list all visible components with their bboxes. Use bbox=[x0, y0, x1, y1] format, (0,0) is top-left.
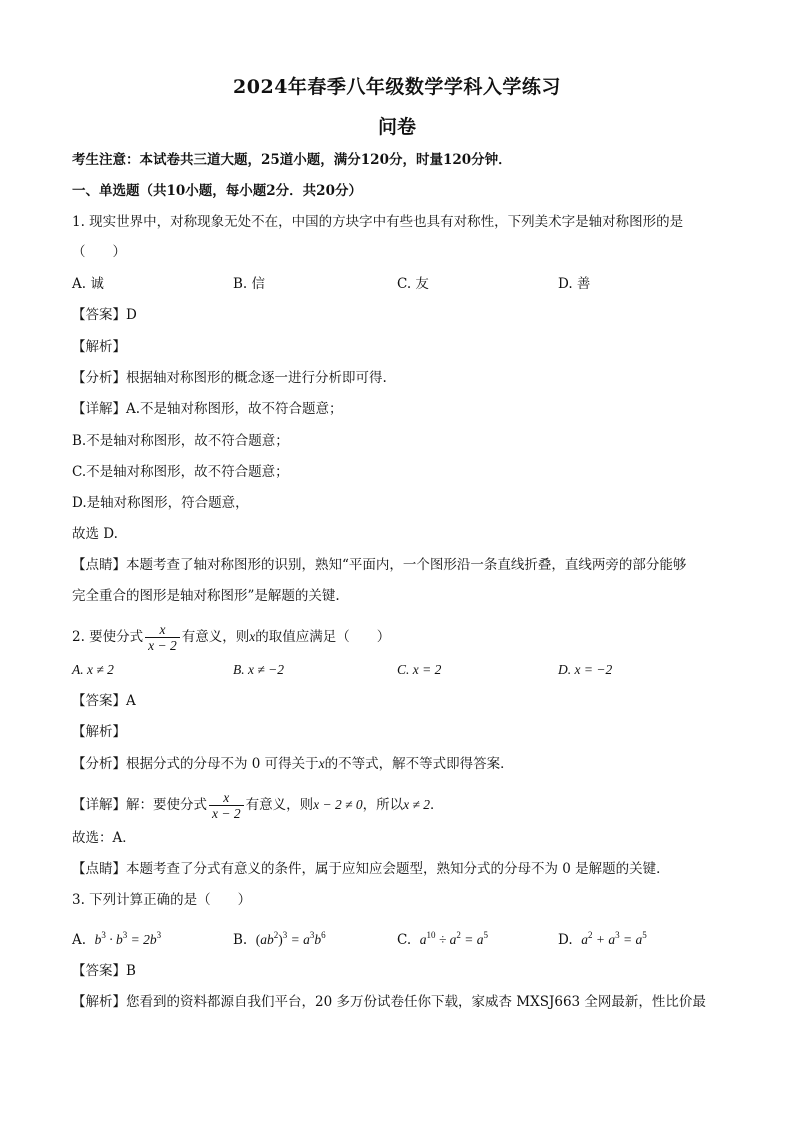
q3-option-c: C. $a^{10} \div a^2 = a^5$ bbox=[397, 930, 489, 948]
exam-notice: 考生注意：本试卷共三道大题，25道小题，满分120分，时量120分钟． bbox=[72, 152, 512, 168]
q2-option-d: D. x = −2 bbox=[558, 662, 613, 677]
q2-analysis bbox=[72, 755, 514, 773]
q1-answer: 【答案】D bbox=[72, 307, 137, 323]
q2-answer: 【答案】A bbox=[72, 693, 136, 709]
q2-detail-part-b: 有意义，则 bbox=[245, 797, 314, 813]
q1-option-a: A. 诚 bbox=[72, 276, 104, 292]
q3-answer: 【答案】B bbox=[72, 963, 136, 979]
q2-jiexi-label: 【解析】 bbox=[72, 724, 126, 740]
q2-comment: 【点睛】本题考查了分式有意义的条件，属于应知应会题型，熟知分式的分母不为 0 是解题的关键． bbox=[72, 861, 670, 877]
q1-option-d: D. 善 bbox=[558, 276, 591, 292]
q1-option-c: C. 友 bbox=[397, 276, 429, 292]
q3-option-a: A. $b^3 \cdot b^3 = 2b^3$ bbox=[72, 930, 162, 948]
q2-detail-part-c: ，所以 bbox=[362, 797, 404, 813]
q2-detail-inequality: x − 2 ≠ 0 bbox=[313, 797, 363, 812]
q2-fraction-denominator: x − 2 bbox=[145, 637, 180, 653]
q3-option-d: D. $a^2 + a^3 = a^5$ bbox=[558, 930, 647, 948]
q1-paren: （ ） bbox=[72, 244, 126, 260]
page-subtitle: 问卷 bbox=[377, 116, 416, 138]
q2-stem-part-a: 2. 要使分式 bbox=[72, 629, 144, 645]
q1-stem: 1. 现实世界中，对称现象无处不在，中国的方块字中有些也具有对称性，下列美术字是轴对称图形的是 bbox=[72, 214, 684, 230]
q2-analysis-variable: x bbox=[318, 756, 325, 771]
q2-option-a: A. x ≠ 2 bbox=[72, 662, 114, 677]
q2-stem bbox=[72, 622, 390, 653]
q2-analysis-part-a: 【分析】根据分式的分母不为 0 可得关于 bbox=[72, 756, 319, 772]
q3-stem: 3. 下列计算正确的是（ ） bbox=[72, 892, 252, 908]
q1-comment-1: 【点睛】本题考查了轴对称图形的识别，熟知“平面内，一个图形沿一条直线折叠，直线两旁的部分能够 bbox=[72, 557, 687, 573]
q2-stem-part-b: 有意义，则 bbox=[181, 629, 250, 645]
q2-fraction bbox=[145, 622, 180, 653]
section-heading: 一、单选题（共10小题，每小题2分．共20分） bbox=[72, 183, 362, 199]
q1-analysis: 【分析】根据轴对称图形的概念逐一进行分析即可得. bbox=[72, 370, 387, 386]
q2-detail-fraction-denominator: x − 2 bbox=[209, 805, 244, 821]
q3-footer-ad: 【解析】您看到的资料都源自我们平台，20 多万份试卷任你下载，家威杏 MXSJ663 全网最新，性比价最 bbox=[72, 994, 706, 1010]
q2-detail-part-d: ． bbox=[430, 797, 444, 813]
q3-option-b: B. $(ab^2)^3 = a^3b^6$ bbox=[233, 930, 326, 948]
q2-detail-fraction bbox=[209, 790, 244, 821]
q2-detail-fraction-numerator: x bbox=[223, 790, 230, 805]
q2-detail-result: x ≠ 2 bbox=[403, 797, 431, 812]
q1-comment-2: 完全重合的图形是轴对称图形”是解题的关键. bbox=[72, 588, 340, 604]
q1-detail-2: B.不是轴对称图形，故不符合题意； bbox=[72, 433, 289, 449]
q1-option-b: B. 信 bbox=[233, 276, 266, 292]
q2-analysis-part-b: 的不等式，解不等式即得答案． bbox=[324, 756, 514, 772]
q2-detail bbox=[72, 790, 444, 821]
q1-jiexi-label: 【解析】 bbox=[72, 339, 126, 355]
q2-option-b: B. x ≠ −2 bbox=[233, 662, 285, 677]
q1-detail-4: D.是轴对称图形，符合题意， bbox=[72, 495, 249, 511]
q1-detail-1: 【详解】A.不是轴对称图形，故不符合题意； bbox=[72, 401, 343, 417]
q1-conclusion: 故选 D. bbox=[72, 526, 118, 542]
page-title: 2024年春季八年级数学学科入学练习 bbox=[233, 76, 561, 98]
q1-detail-3: C.不是轴对称图形，故不符合题意； bbox=[72, 464, 289, 480]
q2-detail-part-a: 【详解】解：要使分式 bbox=[72, 797, 207, 813]
q2-variable: x bbox=[249, 629, 256, 644]
q2-fraction-numerator: x bbox=[159, 622, 166, 637]
q2-option-c: C. x = 2 bbox=[397, 662, 442, 677]
q2-conclusion: 故选：A． bbox=[72, 830, 136, 846]
q2-stem-part-c: 的取值应满足（ ） bbox=[255, 629, 391, 645]
